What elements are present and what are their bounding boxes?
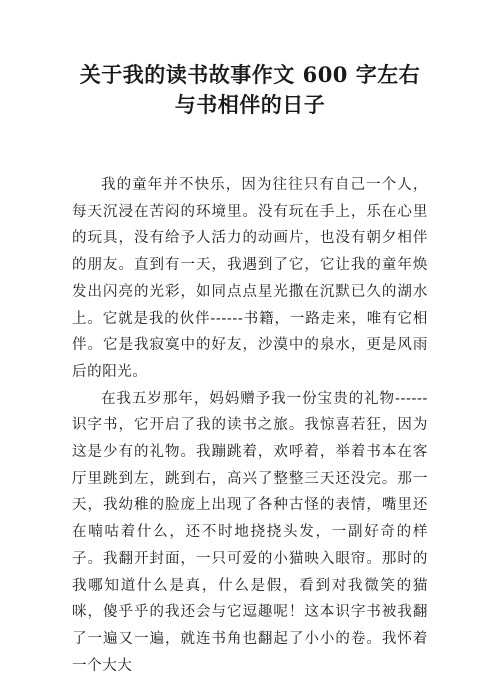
paragraph-2: 在我五岁那年，妈妈赠予我一份宝贵的礼物------识字书，它开启了我的读书之旅。我惊喜若狂，因为这是少有的礼物。我蹦跳着，欢呼着，举着书本在客厅里跳到左，跳到右，高兴了整整三天还没完。那一天，我幼稚的脸庞上出现了各种古怪的表情，嘴里还在喃咕着什么，还不时地挠挠头发，一副好奇的样子。我翻开封面，一只可爱的小猫映入眼帘。那时的我哪知道什么是真，什么是假，看到对我微笑的猫咪，傻乎乎的我还会与它逗趣呢！这本识字书被我翻了一遍又一遍，就连书角也翻起了小小的卷。我怀着一个大大	[72, 390, 428, 674]
document-body	[72, 172, 428, 679]
paragraph-1: 我的童年并不快乐，因为往往只有自己一个人，每天沉浸在苦闷的环境里。没有玩在手上，乐在心里的玩具，没有给予人活力的动画片，也没有朝夕相伴的朋友。直到有一天，我遇到了它，它让我的童年焕发出闪亮的光彩，如同点点星光撒在沉默已久的湖水上。它就是我的伙伴------书籍，一路走来，唯有它相伴。它是我寂寞中的好友，沙漠中的泉水，更是风雨后的阳光。	[72, 177, 428, 380]
document-title: 关于我的读书故事作文 600 字左右与书相伴的日子	[79, 62, 421, 117]
